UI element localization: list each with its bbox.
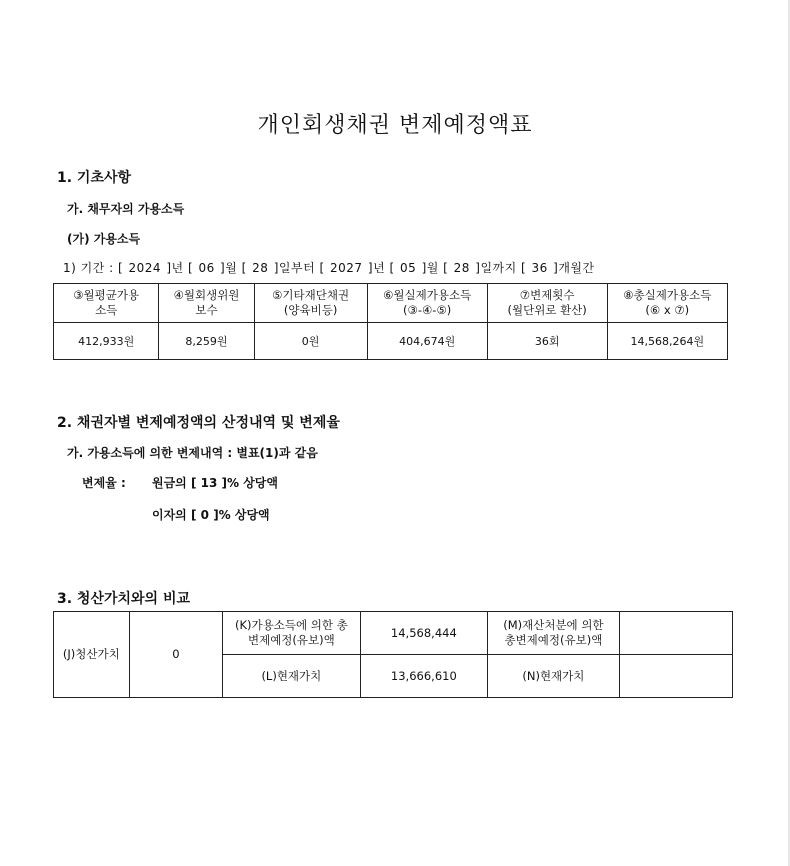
interest-rate-line xyxy=(152,506,270,523)
principal-rate-line xyxy=(152,474,278,491)
start-day: 28 xyxy=(252,261,269,275)
comparison-row-1 xyxy=(54,612,733,655)
year-label-1: 년 xyxy=(171,261,184,275)
income-value-cell: 412,933원 xyxy=(54,323,159,360)
income-value-cell: 0원 xyxy=(254,323,367,360)
interest-suffix: ]% 상당액 xyxy=(213,508,270,522)
section1-heading: 1. 기초사항 xyxy=(57,170,132,186)
year-label-2: 년 xyxy=(373,261,386,275)
months-count: 36 xyxy=(531,261,548,275)
principal-suffix: ]% 상당액 xyxy=(221,476,278,490)
end-month: 05 xyxy=(399,261,417,275)
section3-heading: 3. 청산가치와의 비교 xyxy=(57,591,190,607)
from-label: 일부터 xyxy=(278,261,316,275)
k-label-cell: (K)가용소득에 의한 총 변제예정(유보)액 xyxy=(223,612,360,655)
month-label-2: 월 xyxy=(426,261,439,275)
income-header-cell: ⑤기타재단채권 (양육비등) xyxy=(254,284,367,323)
end-year: 2027 xyxy=(330,261,363,275)
income-table-header-row xyxy=(54,284,728,323)
k-value-cell: 14,568,444 xyxy=(360,612,488,655)
liquidation-label-cell: (J)청산가치 xyxy=(54,612,130,698)
income-header-cell: ⑦변제횟수 (월단위로 환산) xyxy=(487,284,607,323)
m-label-cell: (M)재산처분에 의한 총변제예정(유보)액 xyxy=(488,612,619,655)
income-table-value-row xyxy=(54,323,728,360)
months-label: 개월간 xyxy=(558,261,595,275)
rate-label: 변제율 : xyxy=(82,476,126,490)
principal-rate: 13 xyxy=(200,476,218,490)
income-value-cell: 8,259원 xyxy=(159,323,254,360)
l-value-cell: 13,666,610 xyxy=(360,655,488,698)
section2-heading: 2. 채권자별 변제예정액의 산정내역 및 변제율 xyxy=(57,415,340,431)
income-header-cell: ⑥월실제가용소득 (③-④-⑤) xyxy=(367,284,487,323)
income-value-cell: 14,568,264원 xyxy=(607,323,727,360)
income-header-cell: ⑧총실제가용소득 (⑥ x ⑦) xyxy=(607,284,727,323)
interest-rate: 0 xyxy=(200,508,209,522)
section1-sub-a1: (가) 가용소득 xyxy=(67,232,141,246)
interest-prefix: 이자의 [ xyxy=(152,508,197,522)
section2-sub-a: 가. 가용소득에 의한 변제내역 : 별표(1)과 같음 xyxy=(67,446,318,460)
start-month: 06 xyxy=(198,261,215,275)
end-day: 28 xyxy=(453,261,470,275)
principal-prefix: 원금의 [ xyxy=(152,476,197,490)
income-header-cell: ④월회생위원 보수 xyxy=(159,284,254,323)
l-label-cell: (L)현재가치 xyxy=(223,655,360,698)
income-value-cell: 404,674원 xyxy=(367,323,487,360)
section1-sub-a: 가. 채무자의 가용소득 xyxy=(67,202,185,216)
document-title: 개인회생채권 변제예정액표 xyxy=(257,113,533,138)
n-value-cell xyxy=(619,655,732,698)
comparison-table xyxy=(53,611,733,698)
income-header-cell: ③월평균가용 소득 xyxy=(54,284,159,323)
start-year: 2024 xyxy=(128,261,162,275)
n-label-cell: (N)현재가치 xyxy=(488,655,619,698)
m-value-cell xyxy=(619,612,732,655)
liquidation-value-cell: 0 xyxy=(129,612,223,698)
month-label-1: 월 xyxy=(225,261,238,275)
income-table xyxy=(53,283,728,360)
period-line: 1) 기간 : [ 2024 ]년 [ 06 ]월 [ 28 ]일부터 [ 2027 ]년 [ 05 ]월 [ 28 ]일까지 [ 36 ]개월간 xyxy=(63,261,595,275)
period-label: 1) 기간 : xyxy=(63,261,114,275)
income-value-cell: 36회 xyxy=(487,323,607,360)
to-label: 일까지 xyxy=(480,261,517,275)
